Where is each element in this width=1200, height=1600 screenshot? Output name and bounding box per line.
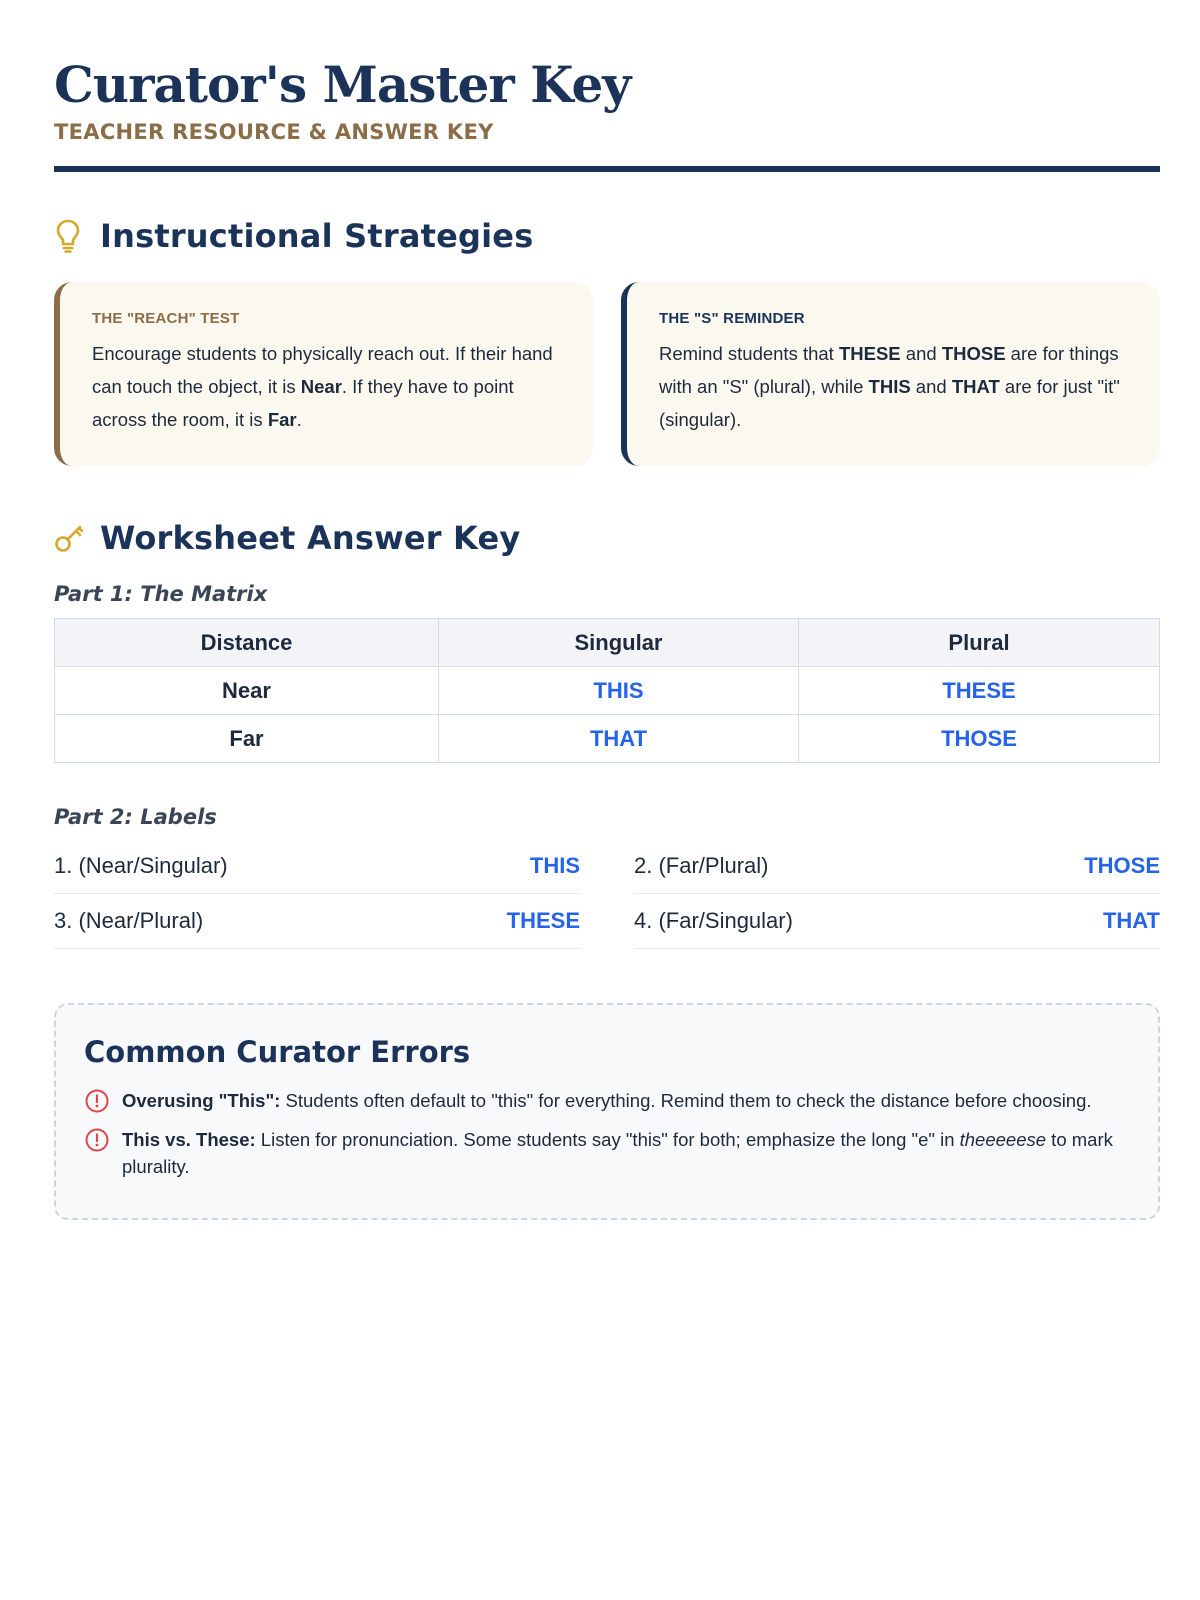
lightbulb-icon <box>54 216 86 256</box>
part1-label: Part 1: The Matrix <box>54 582 268 606</box>
strategy-card-body <box>92 337 567 436</box>
matrix-header-plural: Plural <box>799 619 1160 667</box>
errors-heading: Common Curator Errors <box>84 1035 471 1069</box>
strategy-cards <box>54 282 1160 466</box>
text-run: Encourage students to physically reach out. If their hand can touch the object, it is <box>92 343 553 397</box>
answer-key-section-header <box>54 518 1160 558</box>
bold-text: THOSE <box>941 343 1006 364</box>
strategy-card-body <box>659 337 1134 436</box>
label-answer: THIS <box>529 853 580 878</box>
table-row <box>55 667 1160 715</box>
page-subtitle: TEACHER RESOURCE & ANSWER KEY <box>54 120 494 144</box>
strategy-card-s-reminder <box>621 282 1160 466</box>
alert-circle-icon <box>84 1088 110 1114</box>
list-item <box>634 839 1160 894</box>
italic-text: theeeeese <box>959 1129 1047 1150</box>
list-item <box>54 894 580 949</box>
strategy-card-title: THE "S" REMINDER <box>659 310 805 327</box>
common-errors-box <box>54 1003 1160 1220</box>
table-row <box>55 715 1160 763</box>
page-title: Curator's Master Key <box>54 55 631 114</box>
key-icon <box>54 518 86 558</box>
error-item <box>84 1087 1118 1114</box>
matrix-answer: THOSE <box>799 715 1160 763</box>
matrix-table <box>54 618 1160 763</box>
text-run: . If they have to point across the room, it is <box>92 376 514 430</box>
matrix-header-singular: Singular <box>439 619 799 667</box>
text-run: are for just "it" (singular). <box>659 376 1120 430</box>
list-item <box>54 839 580 894</box>
label-question: 4. (Far/Singular) <box>634 908 793 933</box>
part2-label: Part 2: Labels <box>54 805 217 829</box>
list-item <box>634 894 1160 949</box>
bold-text: This vs. These: <box>122 1129 256 1150</box>
labels-answer-list <box>54 839 1160 949</box>
bold-text: THAT <box>951 376 1000 397</box>
matrix-row-label: Far <box>55 715 439 763</box>
label-question: 1. (Near/Singular) <box>54 853 228 878</box>
text-run: . <box>296 409 302 430</box>
text-run: are for things with an "S" (plural), while <box>659 343 1119 397</box>
strategies-section-header <box>54 216 1160 256</box>
bold-text: Near <box>300 376 342 397</box>
matrix-header-distance: Distance <box>55 619 439 667</box>
bold-text: THIS <box>868 376 911 397</box>
error-text <box>122 1126 1118 1180</box>
label-answer: THAT <box>1102 908 1160 933</box>
bold-text: Overusing "This": <box>122 1090 281 1111</box>
matrix-answer: THESE <box>799 667 1160 715</box>
label-question: 2. (Far/Plural) <box>634 853 769 878</box>
text-run: to mark plurality. <box>122 1129 1113 1177</box>
label-answer: THESE <box>506 908 580 933</box>
text-run: Listen for pronunciation. Some students say "this" for both; emphasize the long "e" in <box>255 1129 960 1150</box>
alert-circle-icon <box>84 1127 110 1153</box>
strategy-card-reach-test <box>54 282 593 466</box>
text-run: Students often default to "this" for everything. Remind them to check the distance before choosing. <box>280 1090 1092 1111</box>
label-question: 3. (Near/Plural) <box>54 908 204 933</box>
matrix-answer: THIS <box>439 667 799 715</box>
text-run: and <box>900 343 942 364</box>
bold-text: Far <box>267 409 297 430</box>
error-item <box>84 1126 1118 1180</box>
answer-key-heading: Worksheet Answer Key <box>100 519 521 557</box>
bold-text: THESE <box>838 343 901 364</box>
header-divider <box>54 166 1160 172</box>
error-text <box>122 1087 1092 1114</box>
label-answer: THOSE <box>1084 853 1160 878</box>
text-run: and <box>910 376 952 397</box>
strategy-card-title: THE "REACH" TEST <box>92 310 240 327</box>
strategies-heading: Instructional Strategies <box>100 217 534 255</box>
matrix-row-label: Near <box>55 667 439 715</box>
text-run: Remind students that <box>659 343 839 364</box>
matrix-answer: THAT <box>439 715 799 763</box>
matrix-header-row <box>55 619 1160 667</box>
